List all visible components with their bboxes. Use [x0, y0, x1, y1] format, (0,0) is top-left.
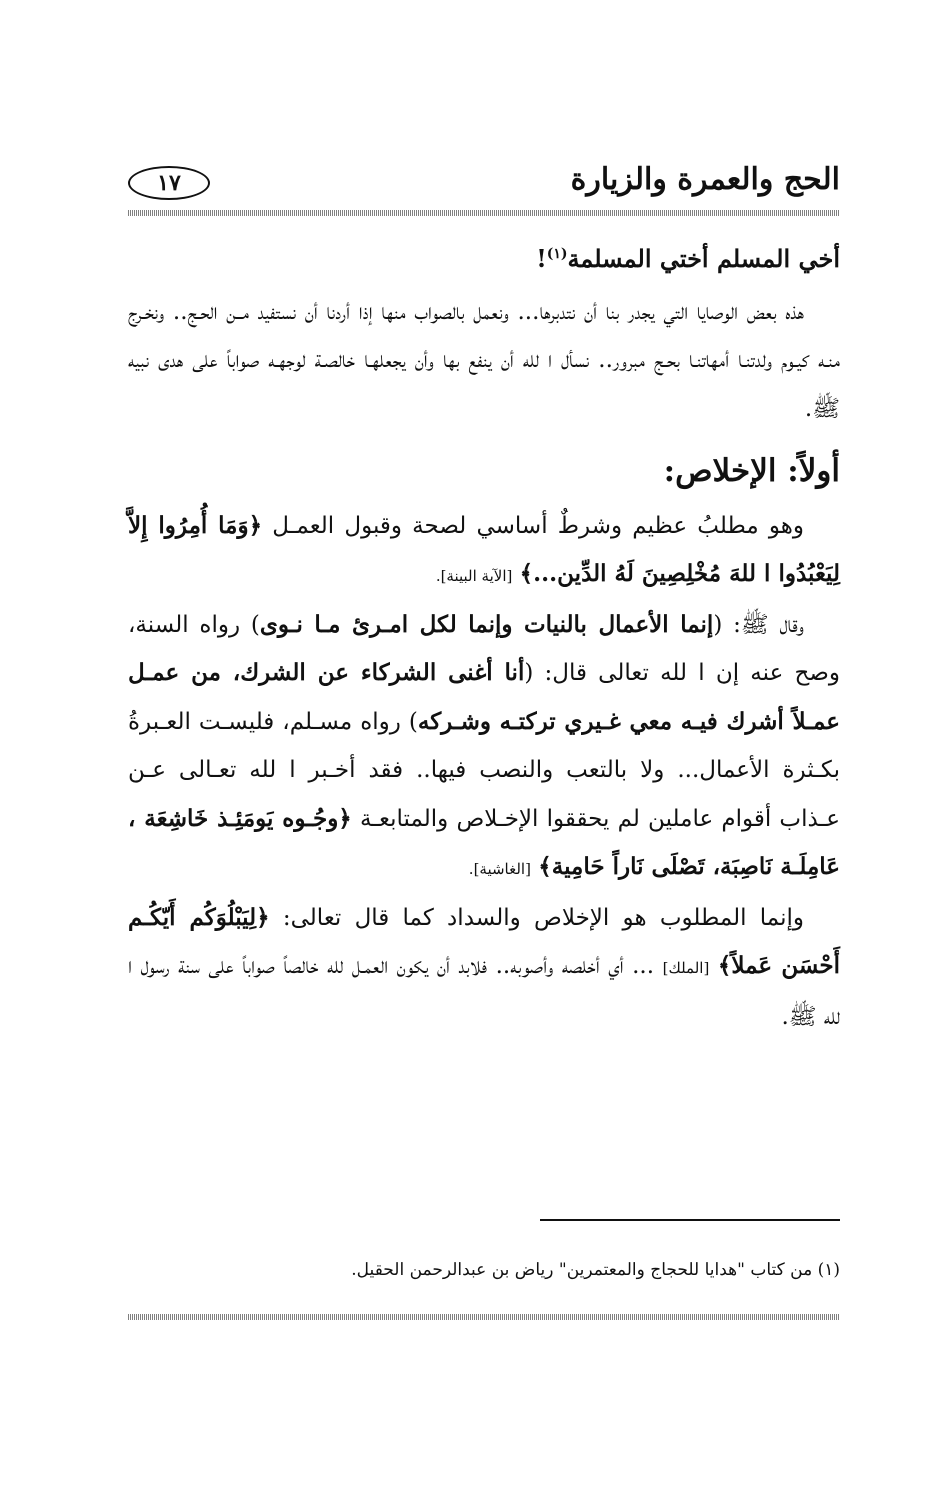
running-title: الحج والعمرة والزيارة [570, 162, 840, 197]
verse-reference: [الآية البينة]. [435, 567, 513, 585]
verse-reference: [الملك] [662, 959, 710, 977]
quran-verse: ﴿وجُـوه يَومَئِـذ خَاشِعَة ، عَامِلَـة نَاصِبَة، تَصْلَى نَاراً حَامِية﴾ [128, 804, 840, 880]
verse-reference: [الغاشية]. [468, 860, 531, 878]
footnote-ref[interactable]: (١) [546, 246, 568, 262]
hadith-text: إنما الأعمال بالنيات وإنما لكل امـرئ مـا نـوى [259, 610, 714, 638]
page-number: ١٧ [128, 166, 210, 200]
hadith-text: أنا أغنى الشركاء عن الشرك، من عمـل عمـلاً أشرك فيـه معي غـيري تركتـه وشـركه [128, 659, 840, 735]
quran-verse: ﴿لِيَبْلُوَكُم أَيّكُـم أَحْسَن عَملاً﴾ [128, 903, 840, 979]
paragraph-3: وإنما المطلوب هو الإخلاص والسداد كما قال تعالى: ﴿لِيَبْلُوَكُم أَيّكُـم أَحْسَن عَملاً﴾ [الملك] ... أي أخلصه وأصوبه.. فلابد أن يكون العمـل لله خالصاً صواباً على سنة رسول ا لله ﷺ. [128, 903, 840, 1030]
footnote-divider [540, 1219, 840, 1221]
paragraph-2: وقال ﷺ: (إنما الأعمال بالنيات وإنما لكل امـرئ مـا نـوى) رواه السنة، وصح عنه إن ا لله تعالى قال: (أنا أغنى الشركاء عن الشرك، من عمـل عمـلاً أشرك فيـه معي غـيري تركتـه وشـركه) رواه مسـلم، فليسـت العـبرةُ بكـثرة الأعمال... ولا بالتعب والنصب فيها.. فقد أخـبر ا لله تعـالى عـن عـذاب أقوام عاملين لم يحققوا الإخـلاص والمتابعـة ﴿وجُـوه يَومَئِـذ خَاشِعَة ، عَامِلَـة نَاصِبَة، تَصْلَى نَاراً حَامِية﴾ [الغاشية]. [128, 610, 840, 880]
paragraph-1: وهو مطلبُ عظيم وشرطٌ أساسي لصحة وقبول العمـل ﴿وَمَا أُمِرُوا إِلاَّ لِيَعْبُدُوا ا للهَ مُخْلِصِينَ لَهُ الدِّين...﴾ [الآية البينة]. [128, 511, 840, 587]
intro-paragraph: هذه بعض الوصايا التي يجدر بنا أن نتدبرها... ونعمل بالصواب منها إذا أردنا أن نستفيد مــن الحـج.. ونخـرج منـه كيـوم ولدتنـا أمهاتنـا بحـج مبرور.. نسأل ا لله أن ينفع بها وأن يجعلهـا خالصـة لوجهـه صواباً على هدى نبيه ﷺ. [128, 298, 840, 422]
quran-verse: ﴿وَمَا أُمِرُوا إِلاَّ لِيَعْبُدُوا ا للهَ مُخْلِصِينَ لَهُ الدِّين...﴾ [128, 511, 840, 587]
main-text [128, 230, 840, 1041]
page-header [128, 160, 840, 200]
intro-heading: أخي المسلم أختي المسلمة$^{(١)}$! [536, 244, 840, 273]
footer-divider [128, 1314, 840, 1320]
footnote: (١) من كتاب "هدايا للحجاج والمعتمرين" رياض بن عبدالرحمن الحقيل. [351, 1260, 840, 1280]
header-divider [128, 210, 840, 216]
section-heading: أولاً: الإخلاص: [663, 453, 840, 489]
